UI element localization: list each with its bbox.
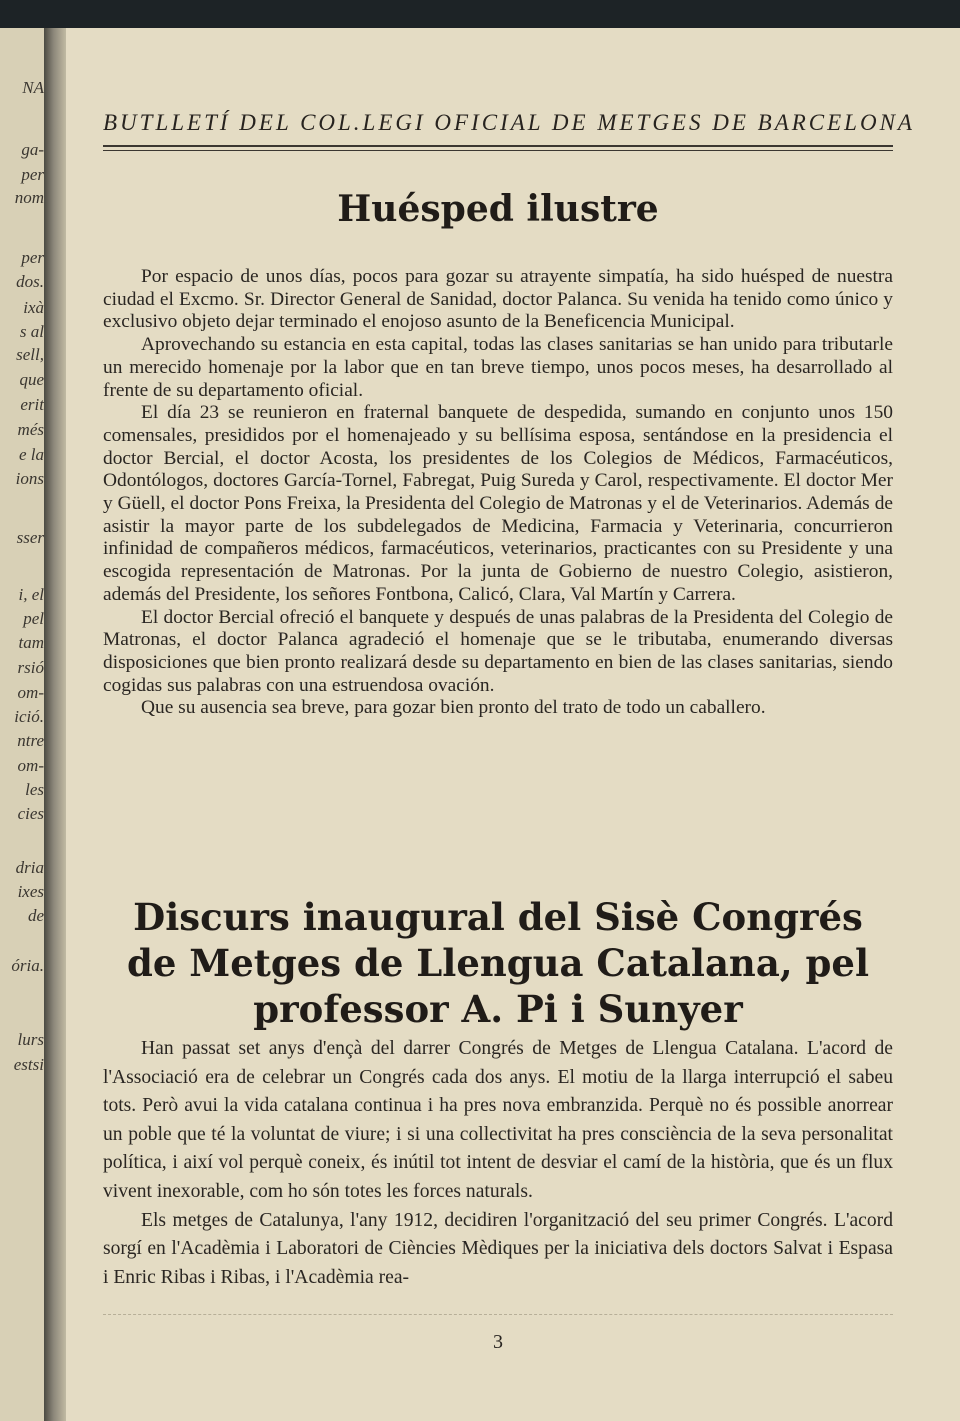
- book-gutter: [44, 28, 68, 1421]
- facing-page-fragment: ició.: [14, 707, 44, 726]
- facing-page-fragment: cies: [17, 804, 44, 823]
- facing-page-fragment: ixà: [23, 298, 44, 317]
- facing-page-fragment: rsió: [17, 658, 44, 677]
- facing-page-fragment: om-: [17, 756, 44, 775]
- article-title: Huésped ilustre: [337, 188, 659, 230]
- article-title: Discurs inaugural del Sisè Congrés de Metges de Llengua Catalana, pel professor A. Pi i Sunyer: [126, 895, 870, 1031]
- facing-page-fragment: nom: [14, 188, 44, 207]
- page-divider: [103, 1314, 893, 1316]
- facing-page-fragment: pel: [23, 609, 44, 628]
- facing-page-fragment: ions: [15, 469, 44, 488]
- facing-page-fragment: les: [25, 780, 44, 799]
- page-number: 3: [493, 1331, 503, 1353]
- facing-page-edge: [0, 28, 45, 1421]
- facing-page-fragment: més: [17, 420, 44, 439]
- facing-page-fragment: om-: [17, 683, 44, 702]
- facing-page-fragment: erit: [20, 395, 44, 414]
- paragraph: Aprovechando su estancia en esta capital, todas las clases sanitarias se han unido para tributarle un merecido homenaje por la labor que en tan breve tiempo, unos pocos meses, ha desarrollado al frente de su departamento oficial.: [103, 334, 893, 401]
- facing-page-fragment: ória.: [11, 956, 44, 975]
- facing-page-fragment: lurs: [17, 1030, 44, 1049]
- facing-page-fragment: sell,: [16, 345, 44, 364]
- paragraph: Els metges de Catalunya, l'any 1912, decidiren l'organització del seu primer Congrés. L'acord sorgí en l'Acadèmia i Laboratori de Ciències Mèdiques per la iniciativa dels doctors Salvat i Espasa i Enric Ribas i Ribas, i l'Acadèmia rea-: [103, 1209, 893, 1288]
- article-body: [103, 1035, 893, 1292]
- facing-page-fragment: tam: [18, 633, 44, 652]
- paragraph: El día 23 se reunieron en fraternal banquete de despedida, sumando en conjunto unos 150 comensales, presididos por el homenajeado y su bellísima esposa, sentándose en la presidencia el doctor Bercial, el doctor Acosta, los presidentes de los Colegios de Médicos, Farmacéuticos, Odontólogos, doctores García-Tornel, Fabregat, Puig Sureda y Carol, respectivamente. El doctor Mer y Güell, el doctor Pons Freixa, la Presidenta del Colegio de Matronas y el de Veterinarios. Además de asistir la mayor parte de los subdelegados de Medicina, Farmacia y Veterinaria, concurrieron infinidad de compañeros médicos, farmacéuticos, veterinarios, practicantes con su Presidente y una escogida representación de Matronas. Por la junta de Gobierno de nuestro Colegio, asistieron, además del Presidente, los señores Fontbona, Calicó, Clara, Val Martín y Carrera.: [103, 402, 893, 605]
- facing-page-fragment: per: [21, 165, 44, 184]
- paragraph: Que su ausencia sea breve, para gozar bien pronto del trato de todo un caballero.: [141, 697, 766, 719]
- paragraph: El doctor Bercial ofreció el banquete y después de unas palabras de la Presidenta del Colegio de Matronas, el doctor Palanca agradeció el homenaje que se le tributaba, enumerando diversas disposiciones que bien pronto realizará desde su departamento en bien de las clases sanitarias, siendo cogidas sus palabras con una estruendosa ovación.: [103, 606, 893, 696]
- facing-page-fragment: dos.: [16, 272, 44, 291]
- facing-page-fragment: ga-: [21, 140, 44, 159]
- facing-page-fragment: NA: [22, 78, 44, 97]
- paragraph: Han passat set anys d'ençà del darrer Congrés de Metges de Llengua Catalana. L'acord de l'Associació era de celebrar un Congrés cada dos anys. El motiu de la llarga interrupció el sabeu tots. Però avui la vida catalana continua i ha pres nova embranzida. Perquè no és possible anorrear un poble que té la voluntat de viure; i si una collectivitat ha pres consciència de la seva personalitat política, i així vol perquè coneix, és inútil tot intent de desviar el camí de la història, que és un flux vivent inexorable, com ho són totes les forces naturals.: [103, 1038, 893, 1202]
- header-rule-thin: [103, 150, 893, 151]
- paragraph: Por espacio de unos días, pocos para gozar su atrayente simpatía, ha sido huésped de nuestra ciudad el Excmo. Sr. Director General de Sanidad, doctor Palanca. Su venida ha tenido como único y exclusivo objeto dejar terminado el enojoso asunto de la Beneficencia Municipal.: [103, 266, 893, 333]
- facing-page-fragment: sser: [16, 528, 44, 547]
- facing-page-fragment: ixes: [17, 882, 44, 901]
- facing-page-fragment: de: [27, 906, 44, 925]
- facing-page-fragment: ntre: [17, 731, 44, 750]
- running-header: BUTLLETÍ DEL COL.LEGI OFICIAL DE METGES DE BARCELONA: [103, 110, 915, 135]
- facing-page-fragment: e la: [18, 445, 44, 464]
- facing-page-fragment: i, el: [18, 585, 44, 604]
- article-body: [103, 266, 893, 720]
- facing-page-fragment: s al: [19, 322, 44, 341]
- facing-page-fragment: dria: [15, 858, 44, 877]
- facing-page-fragment: estsi: [13, 1055, 44, 1074]
- facing-page-fragment: que: [19, 370, 44, 389]
- facing-page-fragment: per: [21, 248, 44, 267]
- header-rule: [103, 145, 893, 147]
- document-page: [66, 28, 960, 1421]
